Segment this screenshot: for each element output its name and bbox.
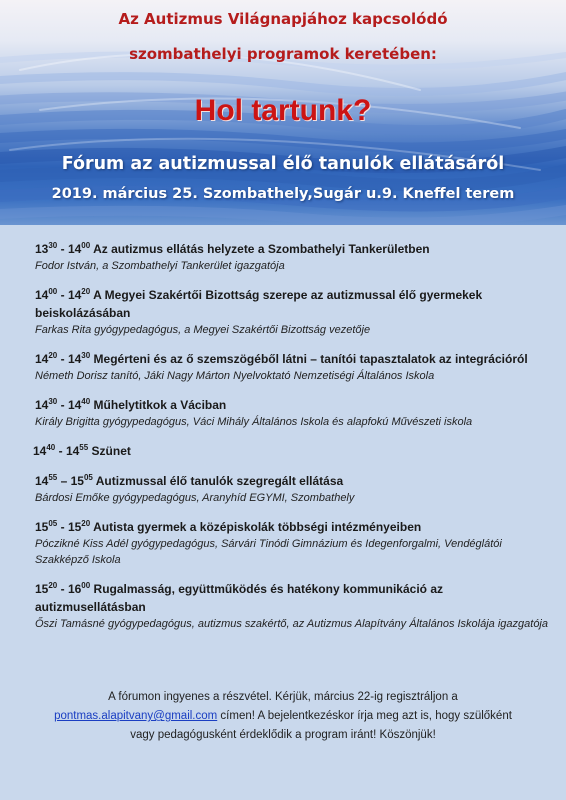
program-item-heading: $14^{20} - 14^{30}$ Megérteni és az ő szemszögéből látni – tanítói tapasztalatok az integrációról bbox=[35, 351, 528, 366]
program-item-speaker: Fodor István, a Szombathelyi Tankerület igazgatója bbox=[35, 260, 285, 272]
program-item bbox=[35, 286, 550, 338]
program-item bbox=[35, 580, 550, 632]
end-hour: 14 bbox=[67, 288, 82, 302]
end-minute: 05 bbox=[83, 473, 93, 482]
end-minute: 00 bbox=[81, 581, 91, 590]
header-line-1: Az Autizmus Világnapjához kapcsolódó bbox=[118, 10, 448, 28]
program-item bbox=[35, 350, 550, 384]
program-item bbox=[35, 472, 550, 506]
end-minute: 00 bbox=[81, 241, 91, 250]
program-item bbox=[35, 518, 550, 568]
registration-line-3: vagy pedagógusként érdeklődik a program iránt! Köszönjük! bbox=[130, 729, 436, 741]
program-item-speaker: Farkas Rita gyógypedagógus, a Megyei Szakértői Bizottság vezetője bbox=[35, 324, 371, 336]
end-hour: 14 bbox=[67, 242, 82, 256]
program-item-title: Megérteni és az ő szemszögéből látni – tanítói tapasztalatok az integrációról bbox=[93, 352, 528, 366]
end-minute: 20 bbox=[81, 519, 91, 528]
registration-note bbox=[20, 688, 546, 745]
end-minute: 40 bbox=[81, 397, 91, 406]
program-item-heading: $15^{20} - 16^{00}$ Rugalmasság, együttműködés és hatékony kommunikáció az autizmusellátásban bbox=[35, 581, 443, 614]
registration-line-1: A fórumon ingyenes a részvétel. Kérjük, március 22-ig regisztráljon a bbox=[108, 691, 458, 703]
start-minute: 20 bbox=[48, 351, 58, 360]
program-list bbox=[35, 240, 550, 644]
end-minute: 55 bbox=[79, 443, 89, 452]
end-hour: 14 bbox=[67, 398, 82, 412]
registration-line-2 bbox=[20, 707, 546, 726]
header-line-2: szombathelyi programok keretében: bbox=[129, 45, 437, 63]
program-item-heading: $14^{40} - 14^{55}$ Szünet bbox=[33, 443, 131, 458]
end-hour: 15 bbox=[70, 474, 84, 488]
program-item-title: Rugalmasság, együttműködés és hatékony kommunikáció az autizmusellátásban bbox=[35, 582, 443, 614]
start-hour: 14 bbox=[35, 352, 49, 366]
start-minute: 00 bbox=[48, 287, 58, 296]
program-item-heading: $13^{30} - 14^{00}$ Az autizmus ellátás helyzete a Szombathelyi Tankerületben bbox=[35, 241, 430, 256]
start-hour: 14 bbox=[33, 444, 47, 458]
program-item-title: Autizmussal élő tanulók szegregált ellátása bbox=[95, 474, 344, 488]
start-minute: 30 bbox=[48, 241, 58, 250]
email-link[interactable]: pontmas.alapitvany@gmail.com bbox=[54, 710, 218, 722]
end-hour: 16 bbox=[67, 582, 82, 596]
start-hour: 14 bbox=[35, 474, 49, 488]
page-subtitle: Fórum az autizmussal élő tanulók ellátásáról bbox=[61, 154, 505, 174]
program-item-title: Szünet bbox=[91, 444, 131, 458]
program-item-speaker: Király Brigitta gyógypedagógus, Váci Mihály Általános Iskola és alapfokú Művészeti iskola bbox=[35, 416, 473, 428]
start-minute: 30 bbox=[48, 397, 58, 406]
start-minute: 20 bbox=[48, 581, 58, 590]
end-minute: 30 bbox=[81, 351, 91, 360]
start-hour: 13 bbox=[35, 242, 49, 256]
program-item-speaker: Póczikné Kiss Adél gyógypedagógus, Sárvári Tinódi Gimnázium és Idegenforgalmi, Vendéglátói Szakképző Iskola bbox=[35, 538, 502, 566]
start-hour: 15 bbox=[35, 582, 49, 596]
program-item-speaker: Őszi Tamásné gyógypedagógus, autizmus szakértő, az Autizmus Alapítvány Általános Iskolája igazgatója bbox=[35, 618, 548, 630]
end-hour: 14 bbox=[65, 444, 80, 458]
program-item-break bbox=[35, 442, 550, 460]
start-minute: 55 bbox=[48, 473, 58, 482]
event-date-location: 2019. március 25. Szombathely,Sugár u.9. Kneffel terem bbox=[51, 186, 515, 202]
start-hour: 15 bbox=[35, 520, 49, 534]
end-minute: 20 bbox=[81, 287, 91, 296]
program-item-title: Az autizmus ellátás helyzete a Szombathelyi Tankerületben bbox=[93, 242, 430, 256]
program-item-heading: $14^{55} - 15^{05}$ Autizmussal élő tanulók szegregált ellátása bbox=[35, 473, 344, 488]
program-item-heading: $14^{00} - 14^{20}$ A Megyei Szakértői Bizottság szerepe az autizmussal élő gyermekek beiskolázásában bbox=[35, 287, 483, 320]
page-title: Hol tartunk? bbox=[194, 94, 372, 127]
program-item-heading: $14^{30} - 14^{40}$ Műhelytitkok a Váciban bbox=[35, 397, 227, 412]
program-item-title: Műhelytitkok a Váciban bbox=[93, 398, 227, 412]
program-item-speaker: Bárdosi Emőke gyógypedagógus, Aranyhíd EGYMI, Szombathely bbox=[35, 492, 355, 504]
program-item bbox=[35, 396, 550, 430]
start-minute: 05 bbox=[48, 519, 58, 528]
program-item-heading: $15^{05} - 15^{20}$ Autista gyermek a középiskolák többségi intézményeiben bbox=[35, 519, 422, 534]
end-hour: 14 bbox=[67, 352, 82, 366]
registration-line-2-text: címen! A bejelentkezéskor írja meg azt is, hogy szülőként bbox=[217, 710, 512, 722]
start-hour: 14 bbox=[35, 398, 49, 412]
program-item-title: A Megyei Szakértői Bizottság szerepe az autizmussal élő gyermekek beiskolázásában bbox=[35, 288, 483, 320]
header-banner bbox=[0, 0, 566, 225]
program-item-title: Autista gyermek a középiskolák többségi intézményeiben bbox=[93, 520, 422, 534]
end-hour: 15 bbox=[67, 520, 82, 534]
start-hour: 14 bbox=[35, 288, 49, 302]
program-item-speaker: Németh Dorisz tanító, Jáki Nagy Márton Nyelvoktató Nemzetiségi Általános Iskola bbox=[35, 370, 435, 382]
start-minute: 40 bbox=[46, 443, 56, 452]
program-item bbox=[35, 240, 550, 274]
